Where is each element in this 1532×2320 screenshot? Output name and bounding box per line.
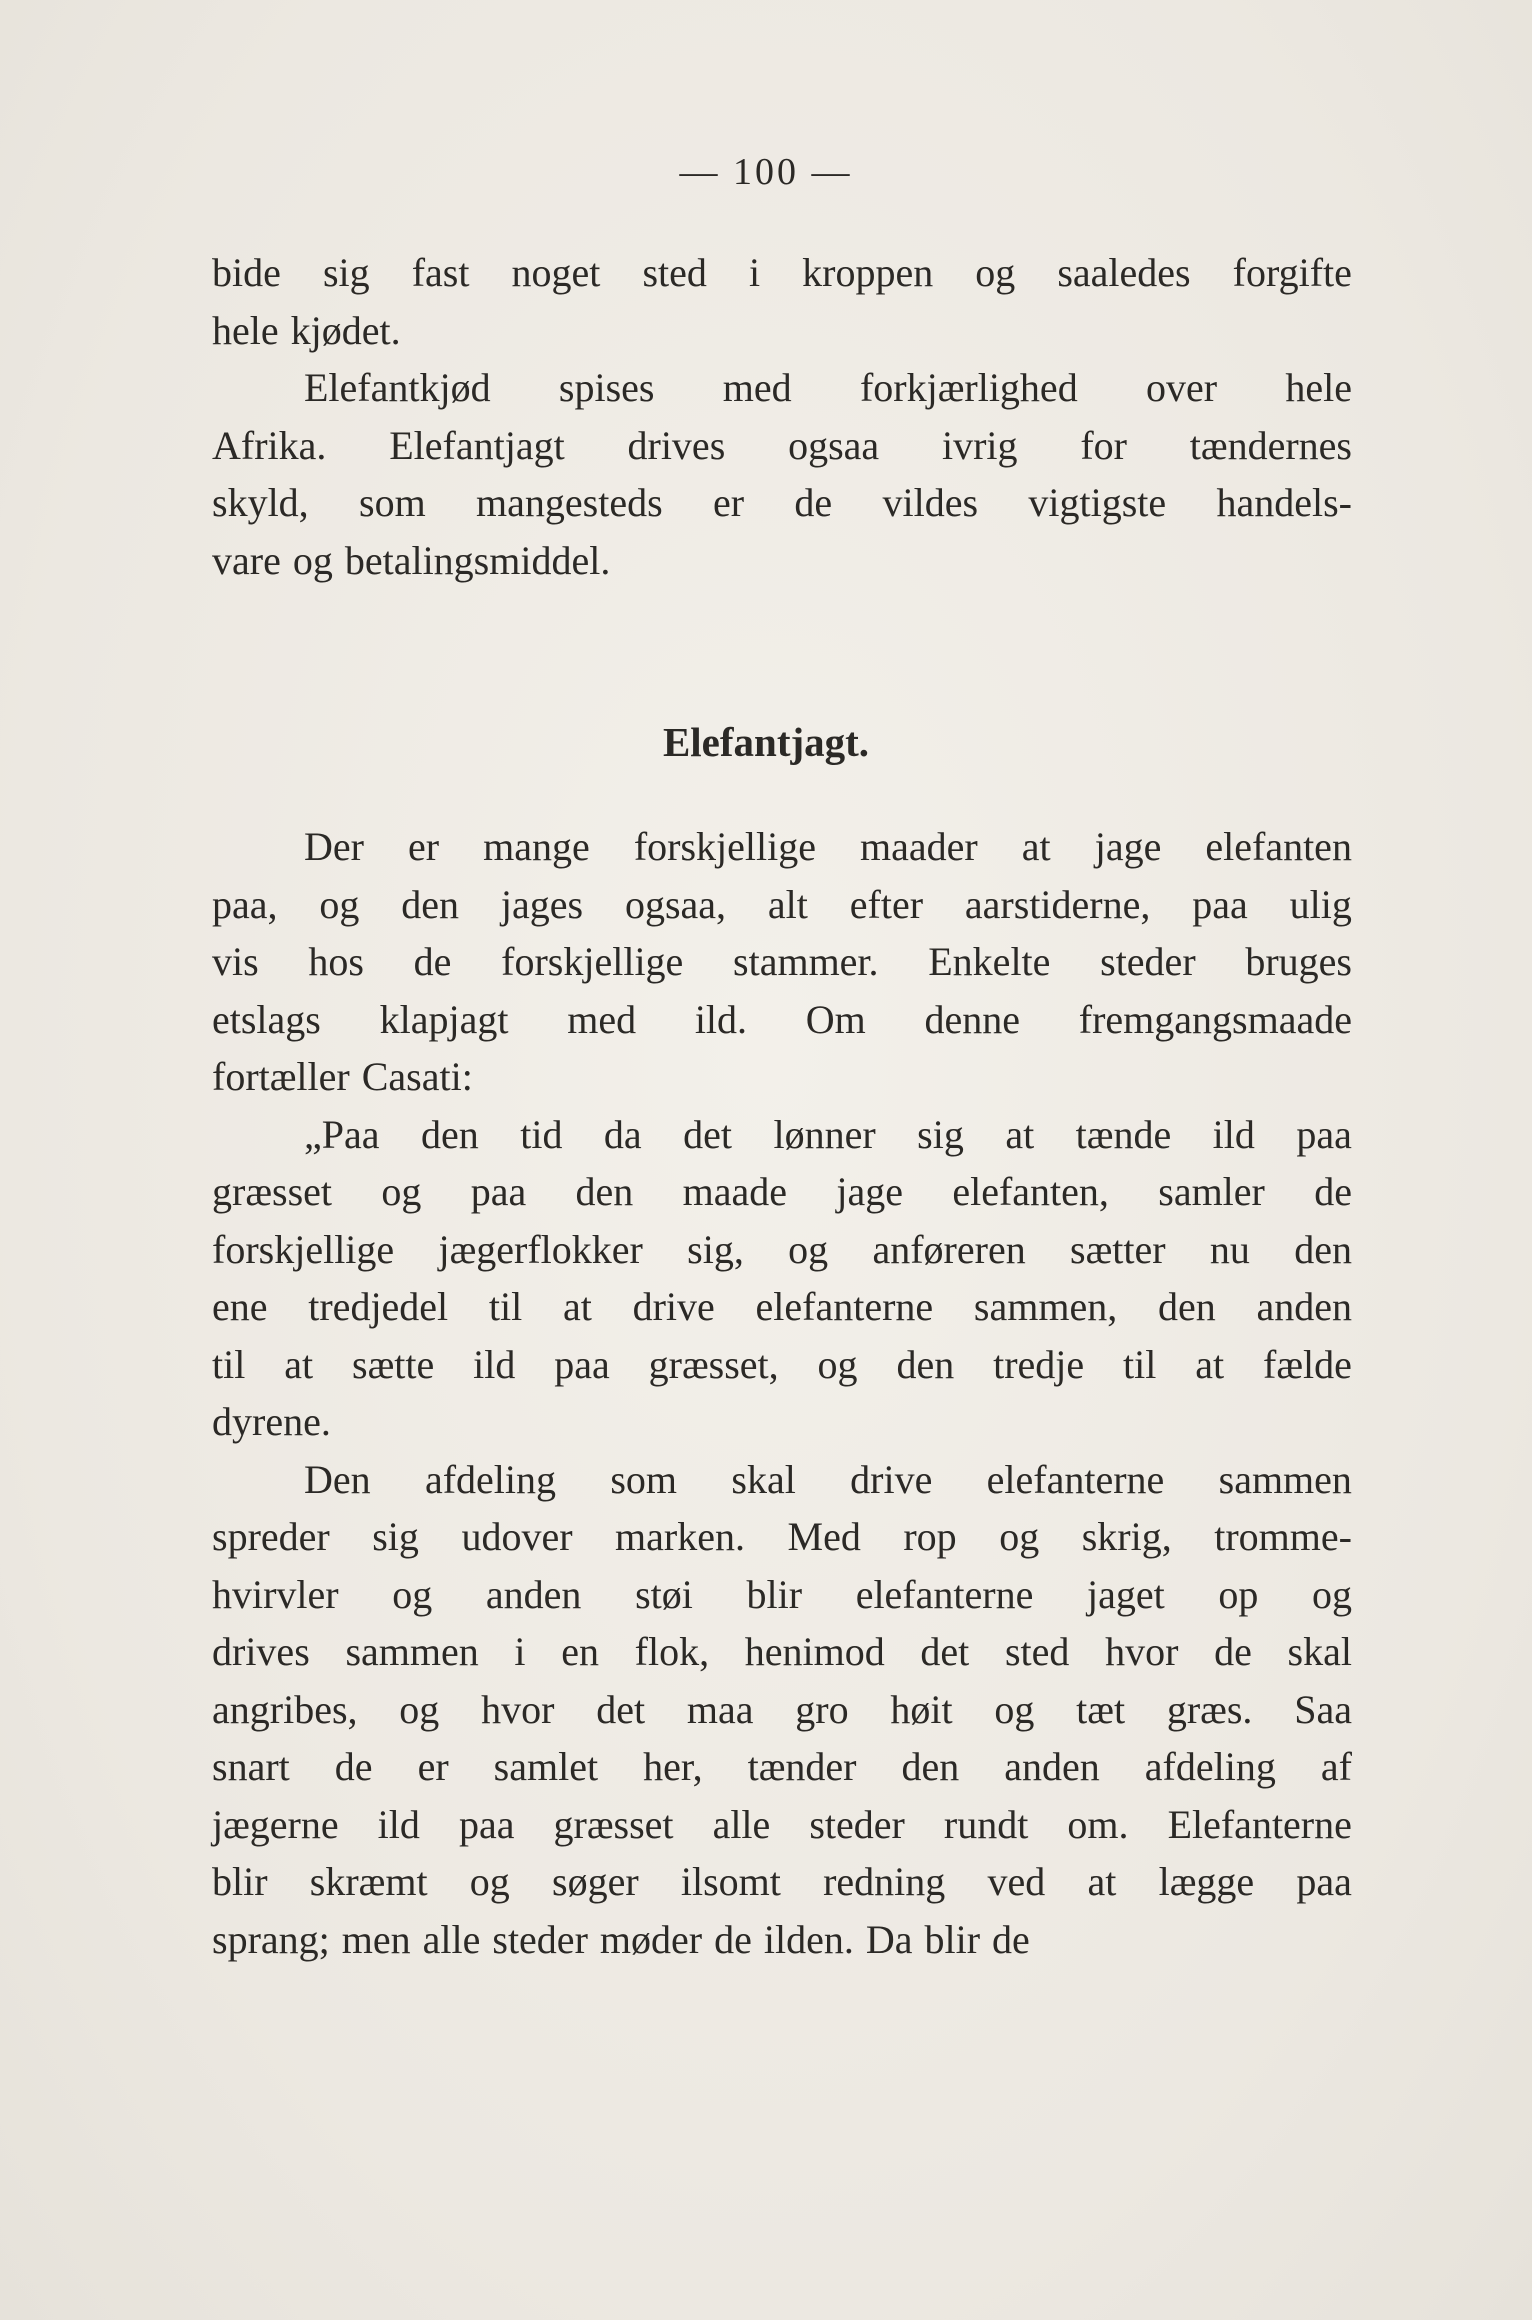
text-line: paa, og den jages ogsaa, alt efter aarstiderne, paa ulig (212, 881, 1352, 927)
text-line: vare og betalingsmiddel. (212, 537, 611, 583)
text-line: blir skræmt og søger ilsomt redning ved at lægge paa (212, 1859, 1352, 1904)
text-line: hvirvler og anden støi blir elefanterne jaget op og (212, 1571, 1352, 1617)
text-line: bide sig fast noget sted i kroppen og saaledes forgifte (212, 250, 1352, 295)
text-line: græsset og paa den maade jage elefanten, samler de (212, 1169, 1352, 1214)
paragraph-block-intro (212, 244, 1352, 589)
text-line: ene tredjedel til at drive elefanterne sammen, den anden (212, 1284, 1352, 1329)
text-line: Elefantkjød spises med forkjærlighed over hele (304, 365, 1352, 410)
text-line: „Paa den tid da det lønner sig at tænde ild paa (304, 1111, 1352, 1157)
text-line: hele kjødet. (212, 307, 401, 353)
text-line: snart de er samlet her, tænder den anden afdeling af (212, 1744, 1352, 1789)
text-line: angribes, og hvor det maa gro høit og tæt græs. Saa (212, 1686, 1352, 1732)
text-line: spreder sig udover marken. Med rop og skrig, tromme- (212, 1514, 1352, 1559)
text-line: jægerne ild paa græsset alle steder rundt om. Elefanterne (212, 1801, 1352, 1847)
text-line: til at sætte ild paa græsset, og den tredje til at fælde (212, 1341, 1352, 1387)
text-line: forskjellige jægerflokker sig, og anføreren sætter nu den (212, 1226, 1352, 1272)
text-line: vis hos de forskjellige stammer. Enkelte steder bruges (212, 939, 1352, 984)
text-line: fortæller Casati: (212, 1054, 473, 1099)
text-line: sprang; men alle steder møder de ilden. Da blir de (212, 1916, 1030, 1962)
text-line: drives sammen i en flok, henimod det sted hvor de skal (212, 1629, 1352, 1674)
text-line: skyld, som mangesteds er de vildes vigtigste handels- (212, 480, 1352, 525)
text-line: Den afdeling som skal drive elefanterne sammen (304, 1456, 1352, 1502)
text-line: dyrene. (212, 1399, 331, 1444)
text-line: Der er mange forskjellige maader at jage elefanten (304, 824, 1352, 869)
section-heading: Elefantjagt. (662, 719, 870, 765)
text-line: etslags klapjagt med ild. Om denne fremgangsmaade (212, 996, 1352, 1042)
page-number: — 100 — (679, 151, 853, 193)
text-line: Afrika. Elefantjagt drives ogsaa ivrig for tændernes (212, 422, 1352, 468)
paragraph-block-elefantjagt (212, 818, 1352, 1968)
